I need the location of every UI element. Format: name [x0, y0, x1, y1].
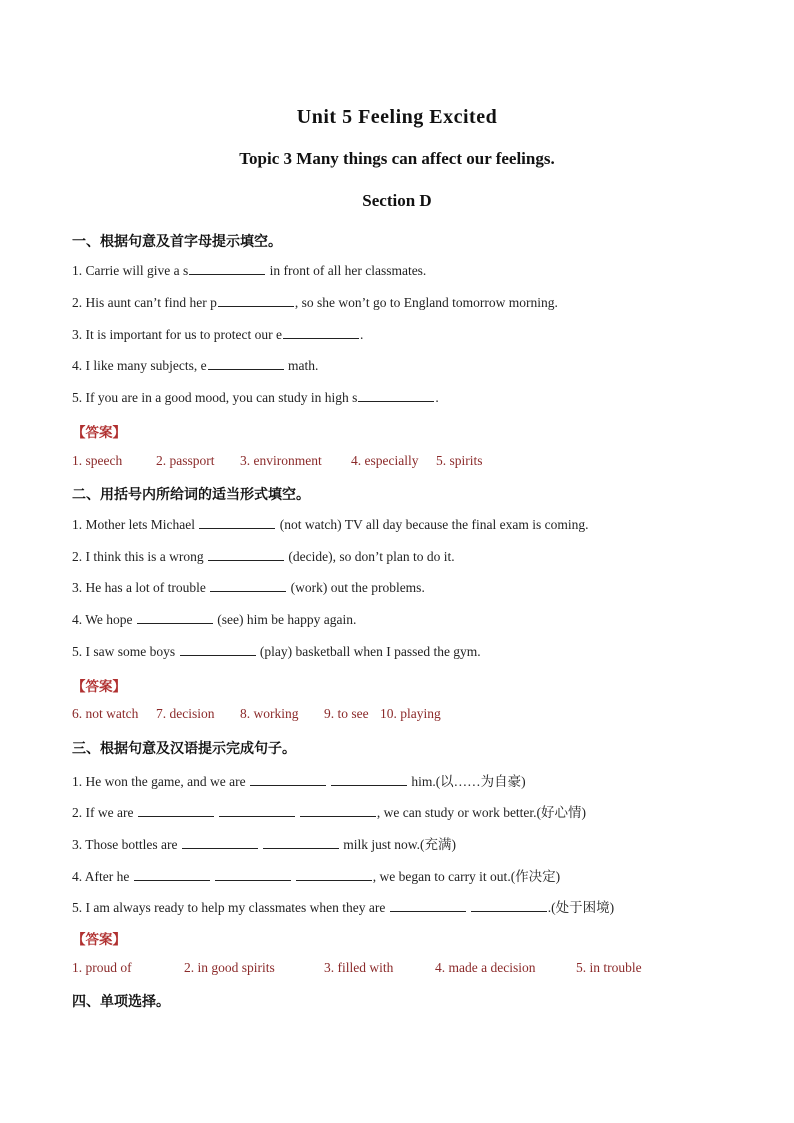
- answer-blank[interactable]: [189, 262, 265, 275]
- answer-blank[interactable]: [471, 899, 547, 912]
- answer-blank[interactable]: [296, 868, 372, 881]
- answer-blank[interactable]: [215, 868, 291, 881]
- part3-item-5: 5. I am always ready to help my classmates when they are .(处于困境): [72, 900, 615, 915]
- answer-item: 4. especially: [351, 453, 419, 468]
- answer-item: 1. proud of: [72, 960, 132, 975]
- answer-item: 6. not watch: [72, 706, 139, 721]
- part3-item-1: 1. He won the game, and we are him.(以……为自豪): [72, 774, 526, 789]
- part2-item-3: 3. He has a lot of trouble (work) out the problems.: [72, 580, 425, 595]
- answer-item: 1. speech: [72, 453, 123, 468]
- answer-item: 3. environment: [240, 453, 322, 468]
- answer-blank[interactable]: [218, 294, 294, 307]
- answer-blank[interactable]: [219, 804, 295, 817]
- answer-item: 3. filled with: [324, 960, 394, 975]
- answer-item: 8. working: [240, 706, 299, 721]
- topic-title: Topic 3 Many things can affect our feelings.: [239, 149, 555, 168]
- part1-heading: 一、根据句意及首字母提示填空。: [72, 234, 282, 250]
- part3-answer-label: 【答案】: [72, 932, 126, 948]
- answer-blank[interactable]: [180, 643, 256, 656]
- answer-blank[interactable]: [331, 773, 407, 786]
- part2-item-1: 1. Mother lets Michael (not watch) TV all day because the final exam is coming.: [72, 517, 589, 532]
- answer-blank[interactable]: [358, 389, 434, 402]
- part4-heading: 四、单项选择。: [72, 994, 170, 1010]
- part2-item-5: 5. I saw some boys (play) basketball when I passed the gym.: [72, 644, 481, 659]
- part3-item-4: 4. After he , we began to carry it out.(作决定): [72, 869, 561, 884]
- answer-blank[interactable]: [263, 836, 339, 849]
- answer-blank[interactable]: [208, 548, 284, 561]
- part2-answer-label: 【答案】: [72, 679, 126, 695]
- answer-item: 7. decision: [156, 706, 215, 721]
- answer-item: 10. playing: [380, 706, 441, 721]
- part3-item-3: 3. Those bottles are milk just now.(充满): [72, 837, 456, 852]
- part1-item-4: 4. I like many subjects, e math.: [72, 358, 319, 373]
- answer-blank[interactable]: [300, 804, 376, 817]
- answer-item: 2. passport: [156, 453, 215, 468]
- part1-item-2: 2. His aunt can’t find her p , so she won’t go to England tomorrow morning.: [72, 295, 558, 310]
- answer-item: 5. in trouble: [576, 960, 642, 975]
- part3-heading: 三、根据句意及汉语提示完成句子。: [72, 741, 296, 757]
- answer-blank[interactable]: [137, 611, 213, 624]
- answer-blank[interactable]: [390, 899, 466, 912]
- answer-item: 9. to see: [324, 706, 369, 721]
- answer-item: 2. in good spirits: [184, 960, 275, 975]
- answer-blank[interactable]: [210, 579, 286, 592]
- answer-blank[interactable]: [138, 804, 214, 817]
- unit-title: Unit 5 Feeling Excited: [296, 106, 498, 128]
- part2-heading: 二、用括号内所给词的适当形式填空。: [72, 487, 310, 503]
- answer-item: 5. spirits: [436, 453, 483, 468]
- part2-item-4: 4. We hope (see) him be happy again.: [72, 612, 357, 627]
- answer-blank[interactable]: [208, 357, 284, 370]
- section-title: Section D: [362, 191, 432, 210]
- part1-item-5: 5. If you are in a good mood, you can study in high s .: [72, 390, 439, 405]
- part3-item-2: 2. If we are , we can study or work better.(好心情): [72, 805, 587, 820]
- answer-blank[interactable]: [199, 516, 275, 529]
- part2-item-2: 2. I think this is a wrong (decide), so don’t plan to do it.: [72, 549, 455, 564]
- answer-blank[interactable]: [134, 868, 210, 881]
- answer-item: 4. made a decision: [435, 960, 536, 975]
- part1-item-3: 3. It is important for us to protect our e .: [72, 327, 364, 342]
- answer-blank[interactable]: [283, 326, 359, 339]
- answer-blank[interactable]: [182, 836, 258, 849]
- answer-blank[interactable]: [250, 773, 326, 786]
- part1-item-1: 1. Carrie will give a s in front of all her classmates.: [72, 263, 427, 278]
- part1-answer-label: 【答案】: [72, 425, 126, 441]
